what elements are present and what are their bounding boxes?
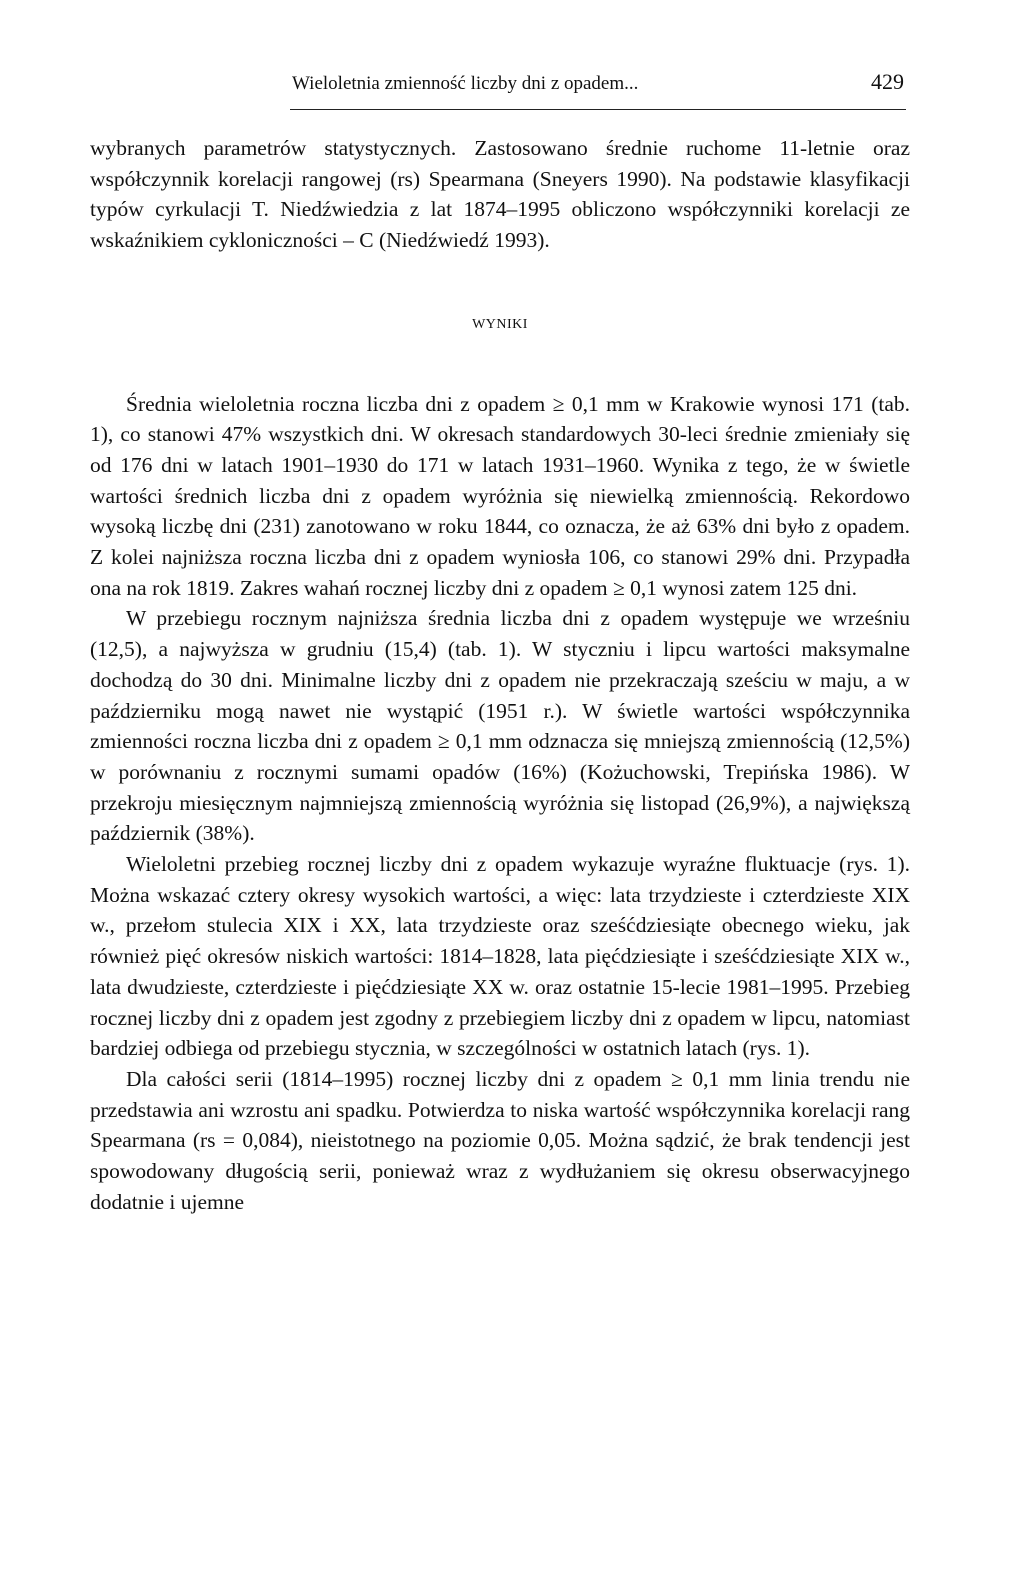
page-number: 429 — [871, 69, 904, 94]
paragraph-1: Średnia wieloletnia roczna liczba dni z opadem ≥ 0,1 mm w Krakowie wynosi 171 (tab. 1), co stanowi 47% wszystkich dni. W okresach standardowych 30-leci średnie zmieniały się od 176 dni w latach 1901–1930 do 171 w latach 1931–1960. Wynika z tego, że w świetle wartości średnich liczba dni z opadem wyróżnia się niewielką zmiennością. Rekordowo wysoką liczbę dni (231) zanotowano w roku 1844, co oznacza, że aż 63% dni było z opadem. Z kolei najniższa roczna liczba dni z opadem wyniosła 106, co stanowi 29% dni. Przypadła ona na rok 1819. Zakres wahań rocznej liczby dni z opadem ≥ 0,1 wynosi zatem 125 dni. — [90, 391, 910, 600]
header-rule — [290, 109, 906, 110]
paragraph-4: Dla całości serii (1814–1995) rocznej liczby dni z opadem ≥ 0,1 mm linia trendu nie przedstawia ani wzrostu ani spadku. Potwierdza to niska wartość współczynnika korelacji rang Spearmana (rs = 0,084), nieistotnego na poziomie 0,05. Można sądzić, że brak tendencji jest spowodowany długością serii, ponieważ wraz z wydłużaniem się okresu obserwacyjnego dodatnie i ujemne — [90, 1066, 910, 1214]
intro-paragraph: wybranych parametrów statystycznych. Zastosowano średnie ruchome 11-letnie oraz współczynnik korelacji rangowej (rs) Spearmana (Sneyers 1990). Na podstawie klasyfikacji typów cyrkulacji T. Niedźwiedzia z lat 1874–1995 obliczono współczynniki korelacji ze wskaźnikiem cykloniczności – C (Niedźwiedź 1993). — [90, 136, 910, 253]
paragraph-3: Wieloletni przebieg rocznej liczby dni z opadem wykazuje wyraźne fluktuacje (rys. 1). Można wskazać cztery okresy wysokich wartości, a więc: lata trzydzieste i czterdzieste XIX w., przełom stulecia XIX i XX, lata trzydzieste oraz sześćdziesiąte obecnego wieku, jak również pięć okresów niskich wartości: 1814–1828, lata pięćdziesiąte i sześćdziesiąte XIX w., lata dwudzieste, czterdzieste i pięćdziesiąte XX w. oraz ostatnie 15-lecie 1981–1995. Przebieg rocznej liczby dni z opadem jest zgodny z przebiegiem liczby dni z opadem w lipcu, natomiast bardziej odbiega od przebiegu stycznia, w szczególności w ostatnich latach (rys. 1). — [90, 852, 910, 1061]
running-title: Wieloletnia zmienność liczby dni z opadem... — [292, 73, 639, 94]
section-heading: WYNIKI — [472, 316, 528, 332]
body-text — [90, 133, 910, 1218]
paragraph-2: W przebiegu rocznym najniższa średnia liczba dni z opadem występuje we wrześniu (12,5), a najwyższa w grudniu (15,4) (tab. 1). W styczniu i lipcu wartości maksymalne dochodzą do 30 dni. Minimalne liczby dni z opadem nie przekraczają sześciu w maju, a w październiku mogą nawet nie wystąpić (1951 r.). W świetle wartości współczynnika zmienności roczna liczba dni z opadem ≥ 0,1 mm odznacza się mniejszą zmiennością (12,5%) w porównaniu z rocznymi sumami opadów (16%) (Kożuchowski, Trepińska 1986). W przekroju miesięcznym najmniejszą zmiennością wyróżnia się listopad (26,9%), a największą październik (38%). — [90, 606, 910, 846]
